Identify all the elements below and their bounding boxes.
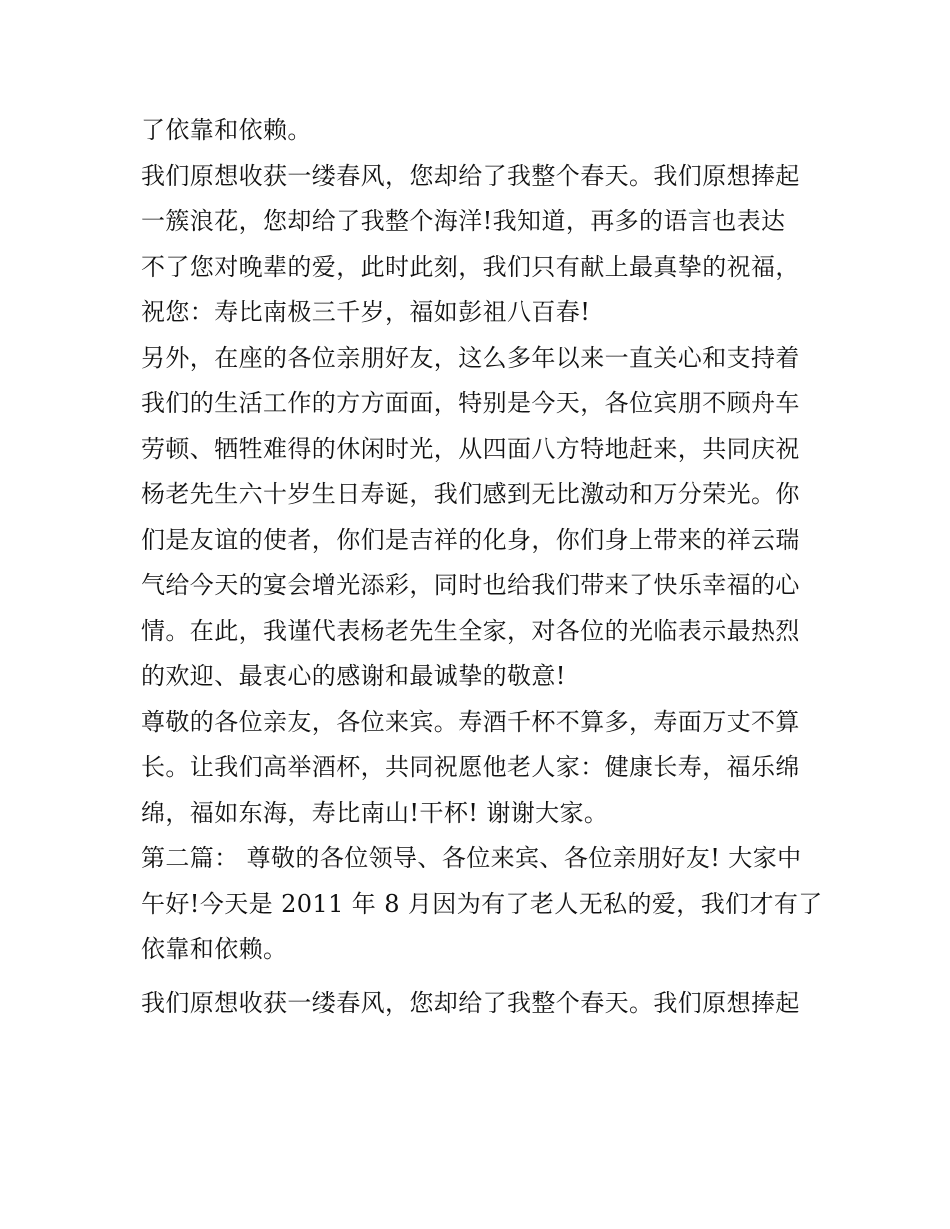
text-line: 我们的生活工作的方方面面，特别是今天，各位宾朋不顾舟车 (141, 389, 800, 417)
text-line: 劳顿、牺牲难得的休闲时光，从四面八方特地赶来，共同庆祝 (141, 434, 800, 463)
text-line: 不了您对晚辈的爱，此时此刻，我们只有献上最真挚的祝福， (141, 252, 800, 281)
text-line: 第二篇： 尊敬的各位领导、各位来宾、各位亲朋好友! 大家中 (141, 844, 802, 872)
text-line: 祝您：寿比南极三千岁，福如彭祖八百春! (141, 298, 591, 326)
text-line: 的欢迎、最衷心的感谢和最诚挚的敬意! (141, 662, 566, 690)
text-line: 情。在此，我谨代表杨老先生全家，对各位的光临表示最热烈 (141, 616, 800, 645)
text-line: 另外，在座的各位亲朋好友，这么多年以来一直关心和支持着 (141, 343, 800, 372)
text-line: 长。让我们高举酒杯，共同祝愿他老人家：健康长寿，福乐绵 (141, 753, 800, 781)
text-line: 我们原想收获一缕春风，您却给了我整个春天。我们原想捧起 (141, 161, 800, 190)
text-line: 们是友谊的使者，你们是吉祥的化身，你们身上带来的祥云瑞 (141, 525, 800, 554)
text-line: 午好!今天是 2011 年 8 月因为有了老人无私的爱，我们才有了 (141, 889, 823, 918)
document-body (141, 108, 821, 1026)
text-line: 绵，福如东海，寿比南山!干杯! 谢谢大家。 (141, 798, 609, 827)
text-line: 尊敬的各位亲友，各位来宾。寿酒千杯不算多，寿面万丈不算 (141, 707, 800, 736)
text-line: 依靠和依赖。 (141, 935, 288, 963)
text-line: 我们原想收获一缕春风，您却给了我整个春天。我们原想捧起 (141, 988, 800, 1017)
text-line: 杨老先生六十岁生日寿诞，我们感到无比激动和万分荣光。你 (141, 480, 800, 508)
text-line: 了依靠和依赖。 (141, 116, 312, 144)
text-line: 气给今天的宴会增光添彩，同时也给我们带来了快乐幸福的心 (141, 571, 800, 599)
text-line: 一簇浪花，您却给了我整个海洋!我知道，再多的语言也表达 (141, 207, 786, 235)
